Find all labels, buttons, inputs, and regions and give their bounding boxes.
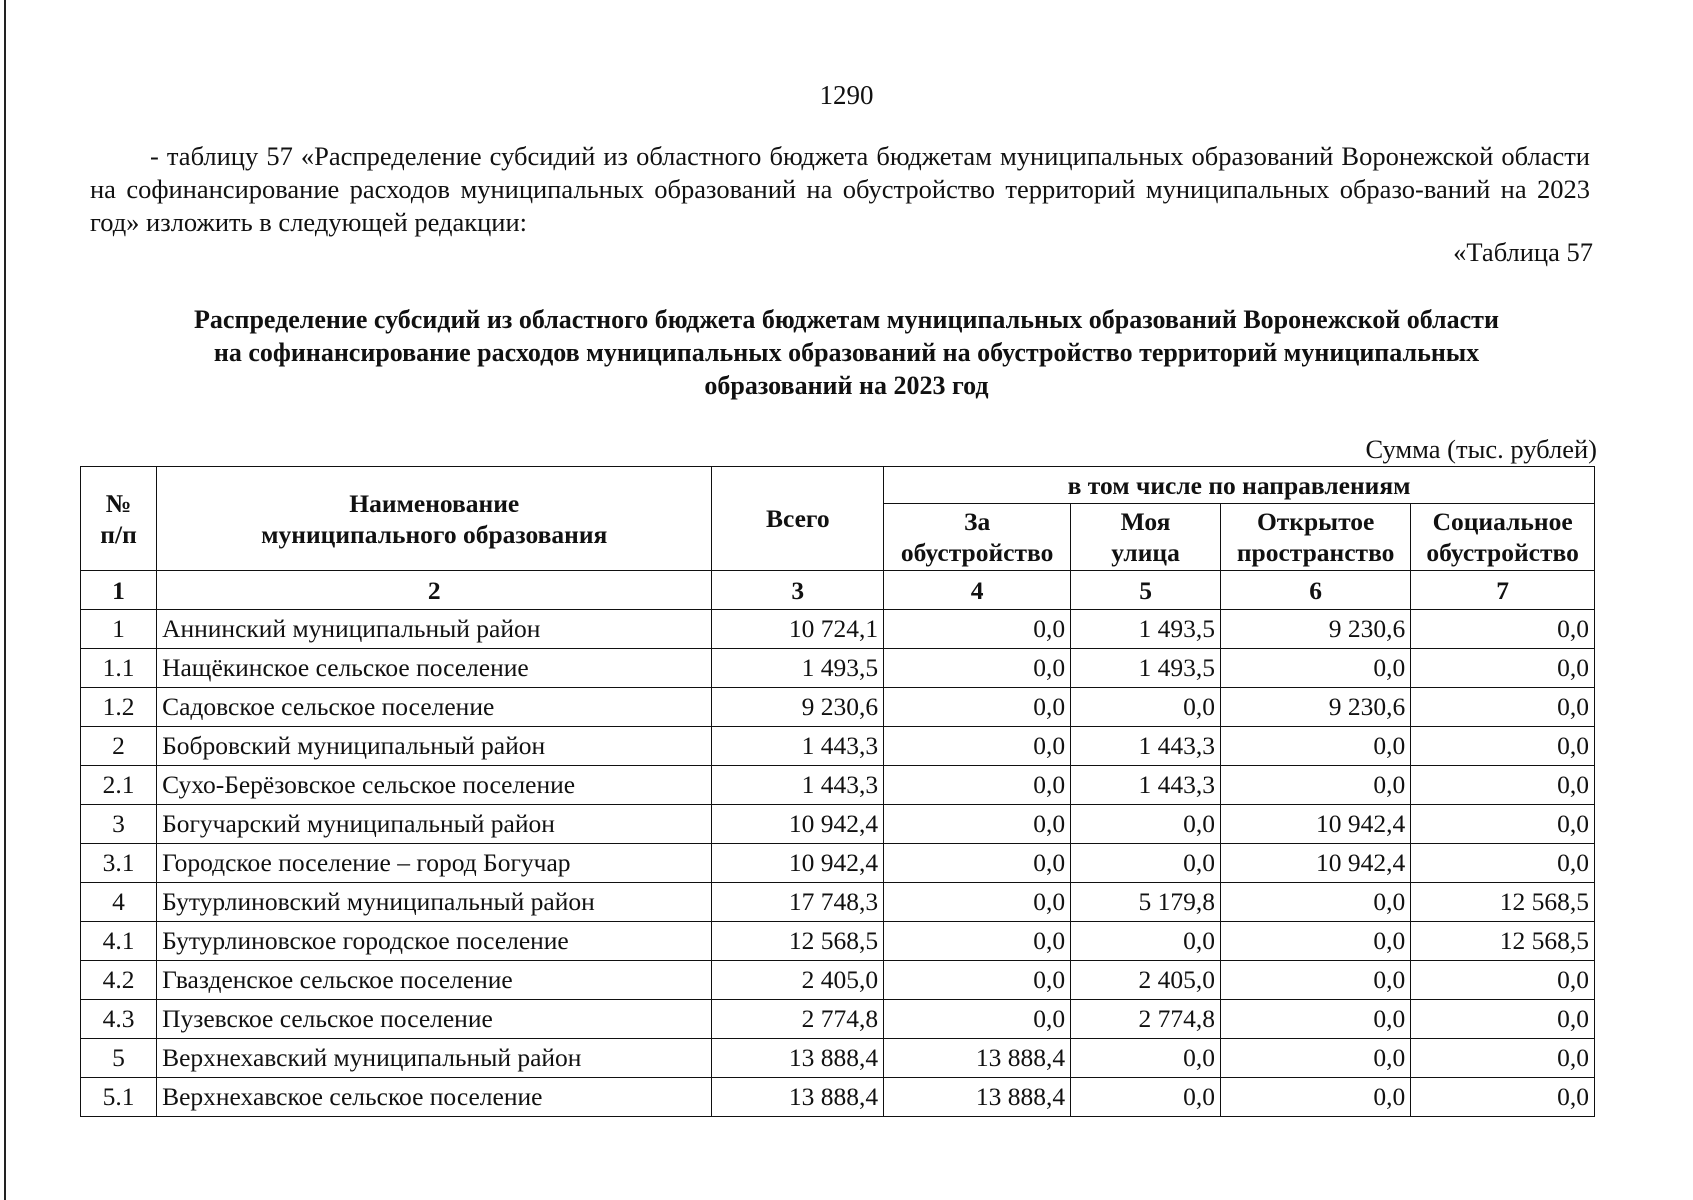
table-body (81, 610, 1595, 1117)
header-col4-line2: обустройство (900, 538, 1054, 567)
row-number: 3.1 (81, 844, 157, 883)
improvement-value: 0,0 (884, 1000, 1071, 1039)
header-number (81, 467, 157, 571)
header-col4-line1: За (964, 507, 991, 536)
header-col6-line1: Открытое (1256, 507, 1375, 536)
page-number: 1290 (819, 80, 874, 110)
social-value: 0,0 (1411, 844, 1595, 883)
social-value: 0,0 (1411, 1000, 1595, 1039)
improvement-value: 0,0 (884, 649, 1071, 688)
total-value: 1 443,3 (712, 727, 884, 766)
total-value: 12 568,5 (712, 922, 884, 961)
open-space-value: 9 230,6 (1221, 688, 1411, 727)
title-line-1: Распределение субсидий из областного бюджета бюджетам муниципальных образований Воронежской области (194, 305, 1499, 334)
row-number: 5 (81, 1039, 157, 1078)
my-street-value: 0,0 (1071, 922, 1221, 961)
municipality-name: Аннинский муниципальный район (157, 610, 712, 649)
header-col6-line2: пространство (1236, 538, 1395, 567)
column-number: 1 (81, 571, 157, 610)
table-row (81, 922, 1595, 961)
column-number: 2 (157, 571, 712, 610)
document-title (0, 303, 1693, 402)
my-street-value: 5 179,8 (1071, 883, 1221, 922)
improvement-value: 0,0 (884, 961, 1071, 1000)
social-value: 0,0 (1411, 610, 1595, 649)
total-value: 13 888,4 (712, 1039, 884, 1078)
open-space-value: 0,0 (1221, 649, 1411, 688)
open-space-value: 0,0 (1221, 922, 1411, 961)
improvement-value: 0,0 (884, 805, 1071, 844)
row-number: 5.1 (81, 1078, 157, 1117)
table-row (81, 1078, 1595, 1117)
title-line-3: образований на 2023 год (704, 371, 989, 400)
my-street-value: 2 405,0 (1071, 961, 1221, 1000)
table-row (81, 961, 1595, 1000)
row-number: 2 (81, 727, 157, 766)
municipality-name: Верхнехавский муниципальный район (157, 1039, 712, 1078)
table-label: «Таблица 57 (1453, 237, 1593, 267)
social-value: 0,0 (1411, 961, 1595, 1000)
scan-page-edge (4, 0, 6, 1200)
table-row (81, 883, 1595, 922)
municipality-name: Гвазденское сельское поселение (157, 961, 712, 1000)
header-name-line2: муниципального образования (261, 519, 608, 549)
total-value: 10 942,4 (712, 844, 884, 883)
total-value: 13 888,4 (712, 1078, 884, 1117)
units-caption: Сумма (тыс. рублей) (1365, 434, 1597, 464)
total-value: 1 493,5 (712, 649, 884, 688)
header-name (157, 467, 712, 571)
total-value: 10 724,1 (712, 610, 884, 649)
social-value: 0,0 (1411, 1078, 1595, 1117)
open-space-value: 9 230,6 (1221, 610, 1411, 649)
my-street-value: 0,0 (1071, 1039, 1221, 1078)
social-value: 0,0 (1411, 727, 1595, 766)
row-number: 4.2 (81, 961, 157, 1000)
row-number: 2.1 (81, 766, 157, 805)
total-value: 2 774,8 (712, 1000, 884, 1039)
header-total: Всего (712, 467, 884, 571)
my-street-value: 1 443,3 (1071, 766, 1221, 805)
column-number: 5 (1071, 571, 1221, 610)
improvement-value: 0,0 (884, 727, 1071, 766)
header-number-line1: № (105, 488, 132, 518)
municipality-name: Богучарский муниципальный район (157, 805, 712, 844)
row-number: 4 (81, 883, 157, 922)
table-row (81, 1000, 1595, 1039)
social-value: 12 568,5 (1411, 922, 1595, 961)
total-value: 17 748,3 (712, 883, 884, 922)
table-row (81, 766, 1595, 805)
improvement-value: 0,0 (884, 922, 1071, 961)
header-col4 (884, 504, 1071, 571)
open-space-value: 0,0 (1221, 1000, 1411, 1039)
social-value: 0,0 (1411, 649, 1595, 688)
table-row (81, 727, 1595, 766)
open-space-value: 10 942,4 (1221, 805, 1411, 844)
improvement-value: 13 888,4 (884, 1078, 1071, 1117)
social-value: 0,0 (1411, 805, 1595, 844)
open-space-value: 0,0 (1221, 766, 1411, 805)
improvement-value: 13 888,4 (884, 1039, 1071, 1078)
intro-paragraph: - таблицу 57 «Распределение субсидий из областного бюджета бюджетам муниципальных образований Воронежской области на софинансирование расходов муниципальных образований на обустройство территорий муниципальных образо-ваний на 2023 год» изложить в следующей редакции: (90, 141, 1590, 237)
row-number: 1.2 (81, 688, 157, 727)
open-space-value: 0,0 (1221, 1039, 1411, 1078)
social-value: 12 568,5 (1411, 883, 1595, 922)
my-street-value: 0,0 (1071, 1078, 1221, 1117)
my-street-value: 0,0 (1071, 805, 1221, 844)
header-row (81, 467, 1595, 504)
municipality-name: Сухо-Берёзовское сельское поселение (157, 766, 712, 805)
table-row (81, 610, 1595, 649)
title-line-2: на софинансирование расходов муниципальных образований на обустройство территорий муниципальных (213, 338, 1480, 367)
header-col7 (1411, 504, 1595, 571)
table-row (81, 805, 1595, 844)
header-group: в том числе по направлениям (884, 467, 1595, 504)
table-row (81, 649, 1595, 688)
total-value: 9 230,6 (712, 688, 884, 727)
header-col6 (1221, 504, 1411, 571)
total-value: 1 443,3 (712, 766, 884, 805)
table-row (81, 688, 1595, 727)
open-space-value: 0,0 (1221, 1078, 1411, 1117)
my-street-value: 1 443,3 (1071, 727, 1221, 766)
municipality-name: Бутурлиновское городское поселение (157, 922, 712, 961)
open-space-value: 0,0 (1221, 961, 1411, 1000)
my-street-value: 1 493,5 (1071, 610, 1221, 649)
my-street-value: 1 493,5 (1071, 649, 1221, 688)
header-col5-line2: улица (1111, 538, 1180, 567)
header-col5-line1: Моя (1120, 507, 1171, 536)
total-value: 10 942,4 (712, 805, 884, 844)
header-name-line1: Наименование (349, 488, 520, 518)
municipality-name: Бутурлиновский муниципальный район (157, 883, 712, 922)
municipality-name: Бобровский муниципальный район (157, 727, 712, 766)
municipality-name: Пузевское сельское поселение (157, 1000, 712, 1039)
improvement-value: 0,0 (884, 688, 1071, 727)
row-number: 3 (81, 805, 157, 844)
row-number: 1.1 (81, 649, 157, 688)
my-street-value: 2 774,8 (1071, 1000, 1221, 1039)
municipality-name: Городское поселение – город Богучар (157, 844, 712, 883)
social-value: 0,0 (1411, 766, 1595, 805)
column-number: 7 (1411, 571, 1595, 610)
my-street-value: 0,0 (1071, 844, 1221, 883)
social-value: 0,0 (1411, 688, 1595, 727)
my-street-value: 0,0 (1071, 688, 1221, 727)
open-space-value: 0,0 (1221, 727, 1411, 766)
social-value: 0,0 (1411, 1039, 1595, 1078)
municipality-name: Садовское сельское поселение (157, 688, 712, 727)
improvement-value: 0,0 (884, 766, 1071, 805)
improvement-value: 0,0 (884, 883, 1071, 922)
header-col5 (1071, 504, 1221, 571)
header-number-line2: п/п (100, 519, 137, 549)
subsidy-table (80, 466, 1595, 1117)
table-row (81, 1039, 1595, 1078)
improvement-value: 0,0 (884, 844, 1071, 883)
row-number: 4.3 (81, 1000, 157, 1039)
row-number: 1 (81, 610, 157, 649)
open-space-value: 10 942,4 (1221, 844, 1411, 883)
row-number: 4.1 (81, 922, 157, 961)
column-number: 6 (1221, 571, 1411, 610)
column-number: 3 (712, 571, 884, 610)
column-number-row (81, 571, 1595, 610)
column-number: 4 (884, 571, 1071, 610)
improvement-value: 0,0 (884, 610, 1071, 649)
header-col7-line1: Социальное (1432, 507, 1573, 536)
municipality-name: Нащёкинское сельское поселение (157, 649, 712, 688)
municipality-name: Верхнехавское сельское поселение (157, 1078, 712, 1117)
open-space-value: 0,0 (1221, 883, 1411, 922)
header-col7-line2: обустройство (1426, 538, 1579, 567)
total-value: 2 405,0 (712, 961, 884, 1000)
table-row (81, 844, 1595, 883)
